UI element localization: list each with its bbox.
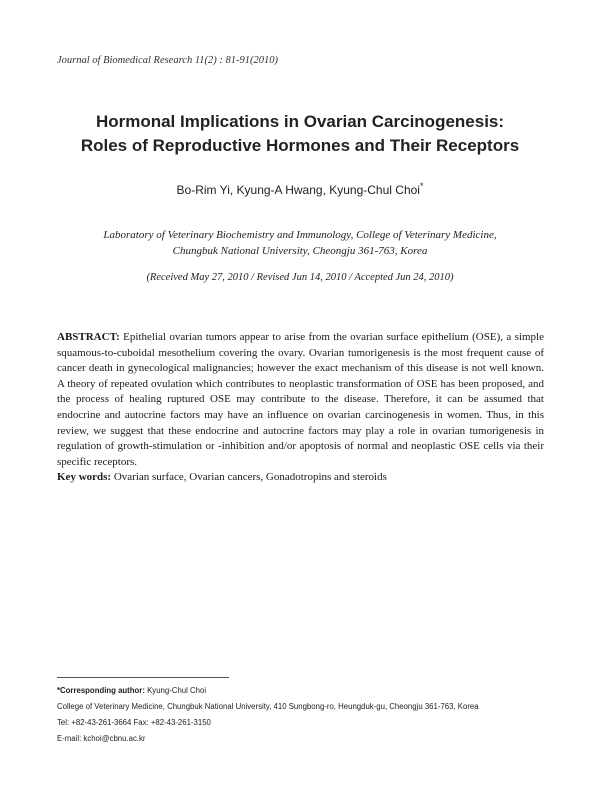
footnote-block <box>57 683 557 747</box>
corresponding-mark: * <box>419 181 424 191</box>
footnote-address: College of Veterinary Medicine, Chungbuk National University, 410 Sungbong-ro, Heungduk-gu, Cheongju 361-763, Korea <box>57 702 479 711</box>
author-list <box>40 181 560 197</box>
affiliation-line-2: Chungbuk National University, Cheongju 361-763, Korea <box>172 245 428 257</box>
corresponding-name: Kyung-Chul Choi <box>147 686 207 695</box>
corresponding-label: *Corresponding author: <box>57 686 145 695</box>
received-dates: (Received May 27, 2010 / Revised Jun 14, 2010 / Accepted Jun 24, 2010) <box>146 272 454 283</box>
abstract-text: Epithelial ovarian tumors appear to arise from the ovarian surface epithelium (OSE), a simple squamous-to-cuboidal mesothelium covering the ovary. Ovarian tumorigenesis is the most frequent cause of cancer death in gynecological malignancies; however the exact mechanism of this disease is not well known. A theory of repeated ovulation which contributes to neoplastic transformation of OSE has been proposed, and the process of healing ruptured OSE may contribute to the disease. Therefore, it can be assumed that endocrine and autocrine factors may have an influence on ovarian carcinogenesis in women. Thus, in this review, we suggest that these endocrine and autocrine factors may play a role in ovarian tumorigenesis in regulation of growth-stimulation or -inhibition and/or apoptosis of normal and neoplastic OSE cells via their specific receptors. <box>57 331 544 468</box>
corresponding-author <box>57 683 557 699</box>
title-line-2: Roles of Reproductive Hormones and Their Receptors <box>80 136 520 155</box>
footnote-email: E-mail: kchoi@cbnu.ac.kr <box>57 734 146 743</box>
footnote-phone: Tel: +82-43-261-3664 Fax: +82-43-261-3150 <box>57 718 211 727</box>
affiliation-line-1: Laboratory of Veterinary Biochemistry and Immunology, College of Veterinary Medicine, <box>103 229 497 241</box>
keywords-text: Ovarian surface, Ovarian cancers, Gonadotropins and steroids <box>113 471 387 483</box>
journal-citation: Journal of Biomedical Research 11(2) : 81-91(2010) <box>57 55 279 66</box>
affiliation <box>40 227 560 259</box>
abstract <box>57 330 544 470</box>
abstract-label: ABSTRACT: <box>57 331 120 343</box>
keywords <box>57 471 544 483</box>
paper-title <box>40 110 560 158</box>
footnote-divider <box>57 677 229 678</box>
keywords-label: Key words: <box>57 471 112 483</box>
title-line-1: Hormonal Implications in Ovarian Carcinogenesis: <box>95 112 505 131</box>
author-names: Bo-Rim Yi, Kyung-A Hwang, Kyung-Chul Choi <box>176 183 420 197</box>
